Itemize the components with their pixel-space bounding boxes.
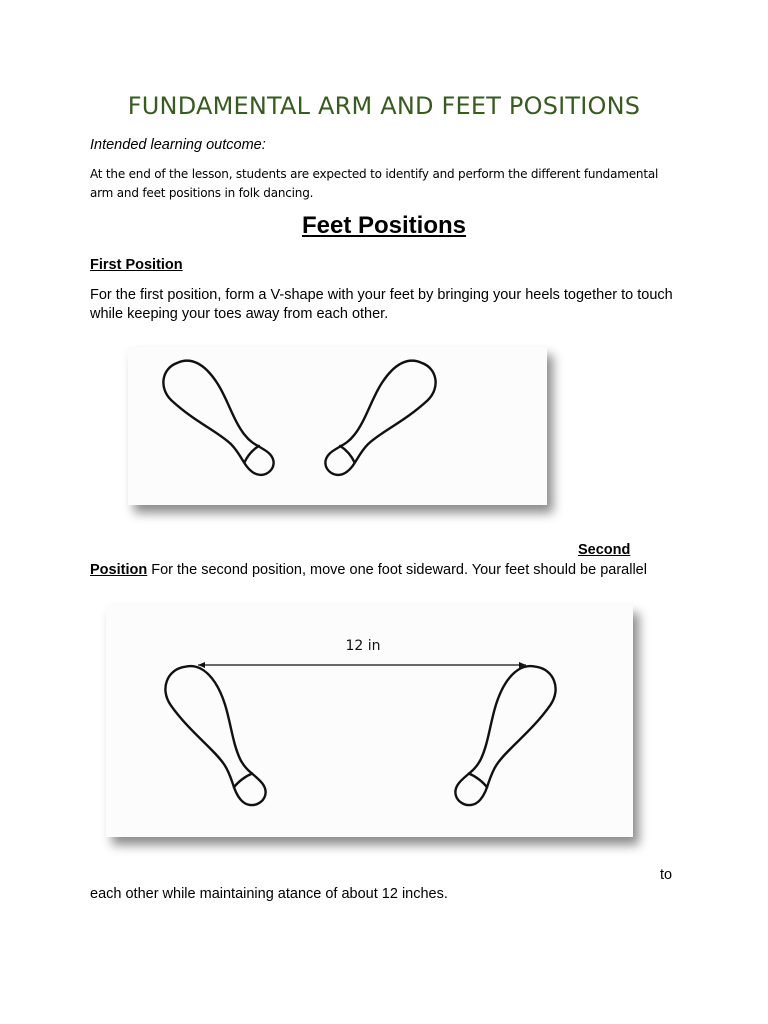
left-foot-shape [155,656,289,811]
first-position-heading: First Position [90,257,183,273]
second-position-figure [106,605,633,837]
distance-label: 12 in [345,638,381,654]
left-foot-shape [153,350,293,480]
second-position-text-part3: each other while maintaining atance of about 12 inches. [90,886,448,902]
intended-outcome-text: At the end of the lesson, students are expected to identify and perform the different fundamental arm and feet positions in folk dancing. [90,167,659,200]
second-position-line [90,561,690,580]
first-position-figure [128,347,547,505]
intended-outcome-label: Intended learning outcome: [90,137,266,153]
section-heading: Feet Positions [301,212,467,239]
second-position-feet-image [106,605,633,837]
first-position-text: For the first position, form a V-shape with your feet by bringing your heels together to touch while keeping your toes away from each other. [90,287,673,322]
right-foot-shape [306,350,446,480]
page-title: FUNDAMENTAL ARM AND FEET POSITIONS [127,92,641,120]
right-foot-shape [432,656,566,811]
first-position-feet-image [128,347,547,505]
second-position-text-part2: to [660,867,673,883]
second-position-heading-part2: Position [90,562,148,578]
second-position-heading-part1: Second [578,542,631,558]
second-position-text-part1: For the second position, move one foot sideward. Your feet should be parallel [151,562,647,578]
